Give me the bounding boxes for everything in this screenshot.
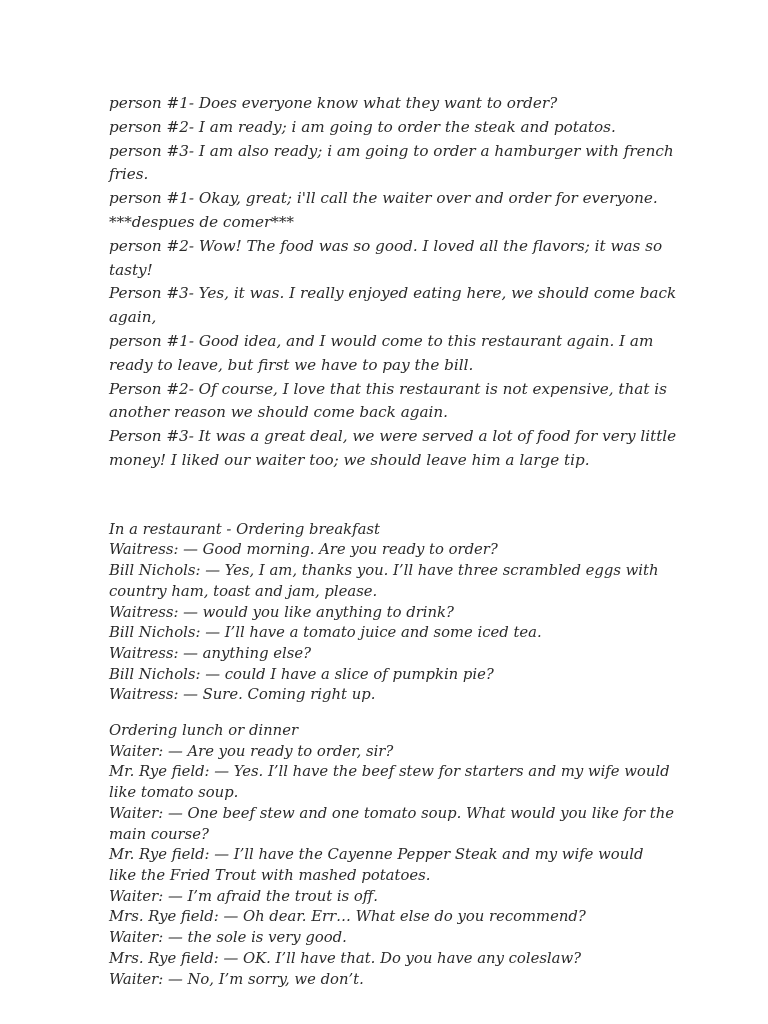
dialogue-line: Bill Nichols: — I’ll have a tomato juice and some iced tea. — [109, 624, 542, 642]
section-heading: In a restaurant - Ordering breakfast — [109, 520, 380, 538]
dialogue-line: Mr. Rye field: — I’ll have the Cayenne Pepper Steak and my wife would — [109, 846, 644, 864]
document-page — [109, 92, 677, 990]
dialogue-line: money! I liked our waiter too; we should leave him a large tip. — [109, 450, 590, 469]
dialogue-line: person #1- Good idea, and I would come to this restaurant again. I am — [109, 331, 654, 350]
dialogue-section-breakfast — [109, 520, 669, 706]
dialogue-line: person #2- Wow! The food was so good. I loved all the flavors; it was so — [109, 236, 663, 255]
dialogue-line: Waitress: — Good morning. Are you ready to order? — [109, 541, 498, 559]
dialogue-line: Waiter: — No, I’m sorry, we don’t. — [109, 970, 364, 988]
dialogue-line: person #1- Okay, great; i'll call the waiter over and order for everyone. — [109, 189, 658, 208]
dialogue-line: Mrs. Rye field: — OK. I’ll have that. Do you have any coleslaw? — [109, 949, 582, 967]
dialogue-line: fries. — [109, 165, 149, 184]
dialogue-line: ready to leave, but first we have to pay the bill. — [109, 355, 474, 374]
dialogue-line: Waiter: — Are you ready to order, sir? — [109, 742, 394, 760]
section-spacer — [109, 706, 669, 721]
dialogue-line: Person #3- It was a great deal, we were served a lot of food for very little — [109, 427, 677, 446]
dialogue-line: like tomato soup. — [109, 784, 239, 802]
dialogue-line: again, — [109, 308, 157, 327]
dialogue-line: Person #3- Yes, it was. I really enjoyed eating here, we should come back — [109, 284, 677, 303]
section-spacer — [109, 473, 669, 520]
dialogue-line: Bill Nichols: — could I have a slice of pumpkin pie? — [109, 665, 494, 683]
dialogue-line: Waitress: — Sure. Coming right up. — [109, 686, 376, 704]
dialogue-line: another reason we should come back again. — [109, 403, 448, 422]
dialogue-line: Mr. Rye field: — Yes. I’ll have the beef stew for starters and my wife would — [109, 763, 670, 781]
dialogue-line: Waiter: — the sole is very good. — [109, 929, 347, 947]
dialogue-line: Person #2- Of course, I love that this restaurant is not expensive, that is — [109, 379, 667, 398]
dialogue-line: Waitress: — would you like anything to drink? — [109, 603, 454, 621]
dialogue-section-lunch-dinner — [109, 721, 675, 990]
section-heading: Ordering lunch or dinner — [109, 722, 299, 740]
dialogue-line: tasty! — [109, 260, 153, 279]
dialogue-line: person #1- Does everyone know what they want to order? — [109, 94, 558, 112]
dialogue-section-friends — [109, 92, 677, 473]
dialogue-line: Bill Nichols: — Yes, I am, thanks you. I’ll have three scrambled eggs with — [109, 562, 659, 580]
dialogue-line: main course? — [109, 825, 209, 843]
dialogue-line: person #2- I am ready; i am going to order the steak and potatos. — [109, 117, 616, 136]
dialogue-line: like the Fried Trout with mashed potatoes. — [109, 867, 431, 884]
dialogue-line: Waiter: — One beef stew and one tomato soup. What would you like for the — [109, 804, 675, 822]
dialogue-line: ***despues de comer*** — [109, 212, 295, 231]
dialogue-line: Waitress: — anything else? — [109, 644, 312, 662]
dialogue-line: country ham, toast and jam, please. — [109, 582, 378, 600]
dialogue-line: Mrs. Rye field: — Oh dear. Err… What else do you recommend? — [109, 908, 586, 926]
dialogue-line: person #3- I am also ready; i am going to order a hamburger with french — [109, 141, 674, 160]
dialogue-line: Waiter: — I’m afraid the trout is off. — [109, 887, 378, 905]
